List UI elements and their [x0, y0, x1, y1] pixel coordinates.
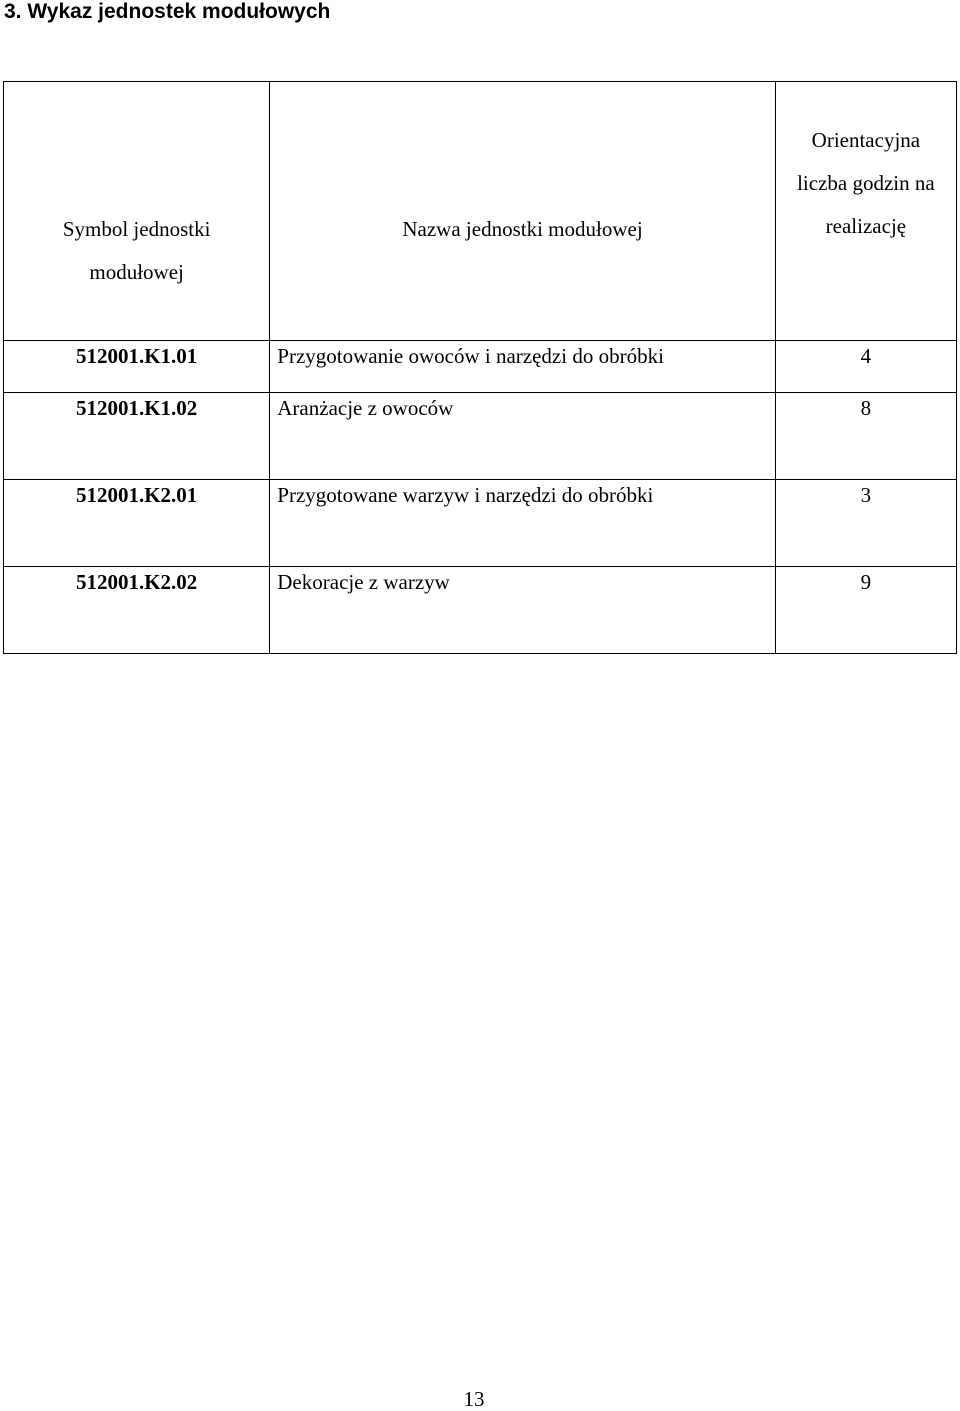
unit-name: Dekoracje z warzyw [277, 570, 450, 594]
unit-name-cell [270, 341, 776, 393]
unit-hours: 3 [860, 483, 872, 507]
module-units-table [3, 81, 957, 654]
unit-symbol: 512001.K1.02 [75, 396, 198, 420]
table-row [4, 480, 957, 567]
header-symbol-line: Symbol jednostki [62, 217, 211, 241]
unit-hours-cell [775, 567, 956, 654]
header-hours-cell [775, 82, 956, 341]
unit-name-cell [270, 567, 776, 654]
unit-symbol: 512001.K1.01 [75, 344, 198, 368]
unit-symbol: 512001.K2.01 [75, 483, 198, 507]
unit-hours-cell [775, 393, 956, 480]
section-heading: 3. Wykaz jednostek modułowych [4, 0, 331, 23]
header-hours [776, 119, 956, 248]
unit-symbol-cell [4, 341, 270, 393]
table-row [4, 567, 957, 654]
unit-symbol-cell [4, 567, 270, 654]
header-symbol-line: modułowej [89, 260, 184, 284]
unit-name: Aranżacje z owoców [277, 396, 454, 420]
unit-hours: 8 [860, 396, 872, 420]
unit-hours-cell [775, 341, 956, 393]
table-header-row [4, 82, 957, 341]
unit-hours-cell [775, 480, 956, 567]
header-hours-line: liczba godzin na [797, 171, 935, 195]
header-symbol-cell [4, 82, 270, 341]
unit-name: Przygotowane warzyw i narzędzi do obróbki [277, 483, 654, 507]
header-hours-line: Orientacyjna [811, 128, 921, 152]
unit-symbol-cell [4, 393, 270, 480]
unit-hours: 9 [860, 570, 872, 594]
page-number: 13 [463, 1387, 485, 1411]
header-name: Nazwa jednostki modułowej [402, 217, 643, 241]
unit-name-cell [270, 480, 776, 567]
unit-symbol-cell [4, 480, 270, 567]
table-row [4, 393, 957, 480]
header-symbol [4, 208, 269, 294]
unit-symbol: 512001.K2.02 [75, 570, 198, 594]
header-hours-line: realizację [825, 214, 907, 238]
table-row [4, 341, 957, 393]
unit-hours: 4 [860, 344, 872, 368]
unit-name-cell [270, 393, 776, 480]
header-name-cell [270, 82, 776, 341]
unit-name: Przygotowanie owoców i narzędzi do obróbki [277, 344, 664, 368]
